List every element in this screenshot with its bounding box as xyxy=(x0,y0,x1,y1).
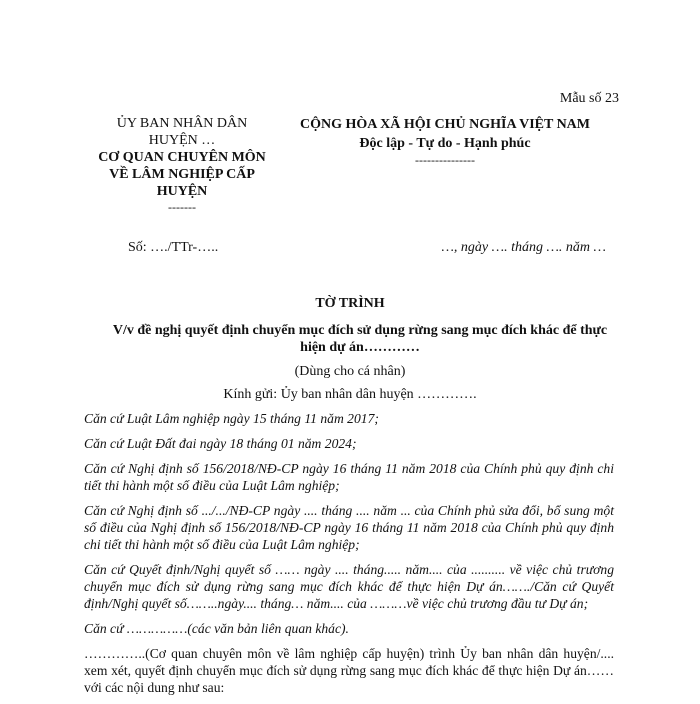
legal-basis-paragraph: Căn cứ Nghị định số .../.../NĐ-CP ngày .... tháng .... năm ... của Chính phủ sửa đổi, bổ sung một số điều của Nghị định số 156/2018/NĐ-CP ngày 16 tháng 11 năm 2018 của Chính phủ quy định chi tiết thi hành một số điều của Luật Lâm nghiệp; xyxy=(84,503,614,552)
agency-line-2: HUYỆN … xyxy=(148,133,216,148)
document-body xyxy=(84,410,614,704)
recipient-line: Kính gửi: Ủy ban nhân dân huyện …………. xyxy=(223,387,477,402)
document-number: Số: …./TTr-….. xyxy=(128,240,219,255)
national-header xyxy=(285,115,605,167)
legal-basis-paragraph: Căn cứ Quyết định/Nghị quyết số …… ngày .... tháng..... năm.... của .......... về việc chủ trương chuyển mục đích sử dụng rừng sang mục đích khác để thực hiện Dự án……./Căn cứ Quyết định/Nghị quyết số……..ngày.... tháng… năm.... của ………về việc chủ trương đầu tư Dự án; xyxy=(84,562,614,611)
legal-basis-paragraph: Căn cứ ……………(các văn bản liên quan khác). xyxy=(84,621,349,636)
national-motto: Độc lập - Tự do - Hạnh phúc xyxy=(359,136,531,151)
issuing-agency-header xyxy=(82,115,282,214)
document-date: …, ngày …. tháng …. năm … xyxy=(441,240,606,255)
form-number: Mẫu số 23 xyxy=(559,91,619,106)
legal-basis-paragraph: Căn cứ Luật Đất đai ngày 18 tháng 01 năm 2024; xyxy=(84,436,357,451)
agency-divider: ------- xyxy=(168,200,196,214)
legal-basis-paragraph: Căn cứ Nghị định số 156/2018/NĐ-CP ngày 16 tháng 11 năm 2018 của Chính phủ quy định chi tiết thi hành một số điều của Luật Lâm nghiệp; xyxy=(84,461,614,493)
agency-line-4: VỀ LÂM NGHIỆP CẤP xyxy=(109,167,255,182)
proposal-paragraph: …………..(Cơ quan chuyên môn về lâm nghiệp cấp huyện) trình Ủy ban nhân dân huyện/.... xem xét, quyết định chuyển mục đích sử dụng rừng sang mục đích khác để thực hiện Dự án…… với các nội dung như sau: xyxy=(84,646,614,695)
document-title: TỜ TRÌNH xyxy=(315,296,385,311)
agency-line-3: CƠ QUAN CHUYÊN MÔN xyxy=(98,150,266,165)
motto-divider: --------------- xyxy=(415,153,475,167)
document-subject: V/v đề nghị quyết định chuyển mục đích sử dụng rừng sang mục đích khác để thực hiện dự án………… xyxy=(112,323,608,355)
agency-line-5: HUYỆN xyxy=(156,184,208,199)
legal-basis-paragraph: Căn cứ Luật Lâm nghiệp ngày 15 tháng 11 năm 2017; xyxy=(84,411,379,426)
document-note: (Dùng cho cá nhân) xyxy=(294,364,406,379)
agency-line-1: ỦY BAN NHÂN DÂN xyxy=(116,116,248,131)
country-name: CỘNG HÒA XÃ HỘI CHỦ NGHĨA VIỆT NAM xyxy=(299,117,590,132)
